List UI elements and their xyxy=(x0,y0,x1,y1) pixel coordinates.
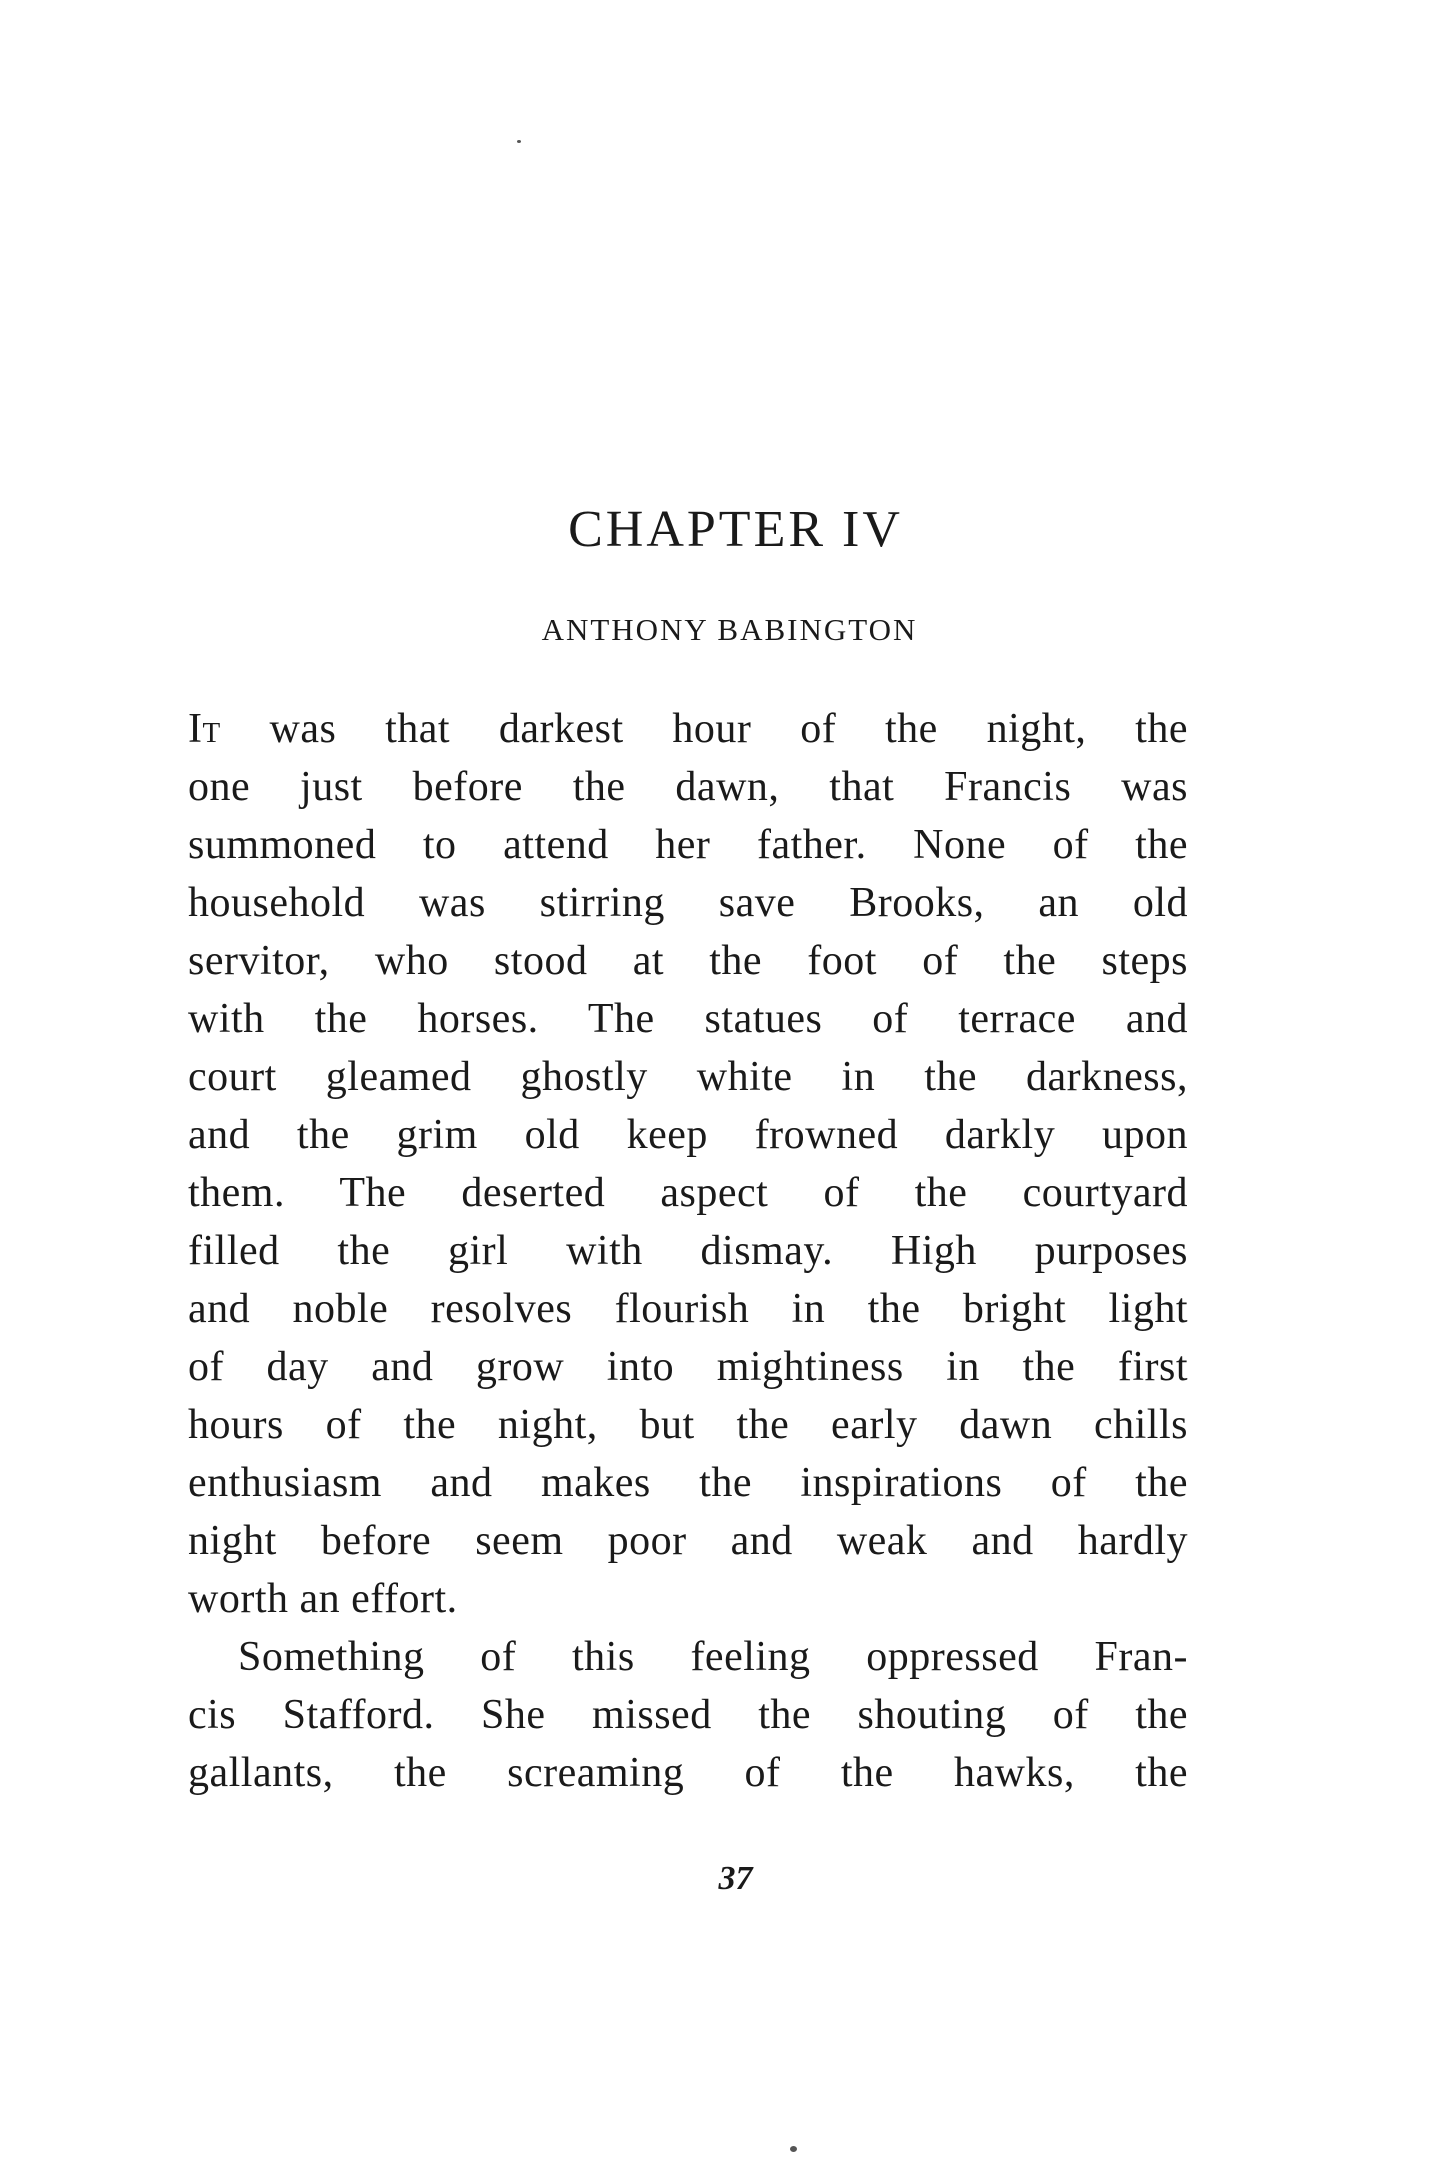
chapter-title: CHAPTER IV xyxy=(568,501,903,558)
text-line: of day and grow into mightiness in the first xyxy=(188,1344,1188,1390)
text-line: court gleamed ghostly white in the darkness, xyxy=(188,1054,1188,1100)
text-line: and noble resolves flourish in the bright light xyxy=(188,1286,1188,1332)
ink-speck xyxy=(517,140,521,143)
text-line: summoned to attend her father. None of the xyxy=(188,822,1188,868)
text-line: cis Stafford. She missed the shouting of the xyxy=(188,1692,1188,1738)
text-line xyxy=(188,700,1188,758)
text-line: night before seem poor and weak and hardly xyxy=(188,1518,1188,1564)
page-number: 37 xyxy=(718,1860,753,1897)
text-line: Something of this feeling oppressed Fran- xyxy=(238,1634,1188,1680)
ink-speck xyxy=(790,2146,797,2152)
text-line: household was stirring save Brooks, an old xyxy=(188,880,1188,926)
text-line: with the horses. The statues of terrace and xyxy=(188,996,1188,1042)
text-line: servitor, who stood at the foot of the steps xyxy=(188,938,1188,984)
chapter-subtitle: ANTHONY BABINGTON xyxy=(541,612,918,647)
text-line: and the grim old keep frowned darkly upon xyxy=(188,1112,1188,1158)
body-text xyxy=(188,700,1188,1802)
text-line: worth an effort. xyxy=(188,1576,458,1622)
text-line-rest: was that darkest hour of the night, the xyxy=(220,706,1188,752)
text-line: them. The deserted aspect of the courtyard xyxy=(188,1170,1188,1216)
drop-word: It xyxy=(188,706,221,752)
text-line: filled the girl with dismay. High purposes xyxy=(188,1228,1188,1274)
text-line: hours of the night, but the early dawn chills xyxy=(188,1402,1188,1448)
text-line: one just before the dawn, that Francis was xyxy=(188,764,1188,810)
text-line: gallants, the screaming of the hawks, the xyxy=(188,1750,1188,1796)
text-line: enthusiasm and makes the inspirations of the xyxy=(188,1460,1188,1506)
